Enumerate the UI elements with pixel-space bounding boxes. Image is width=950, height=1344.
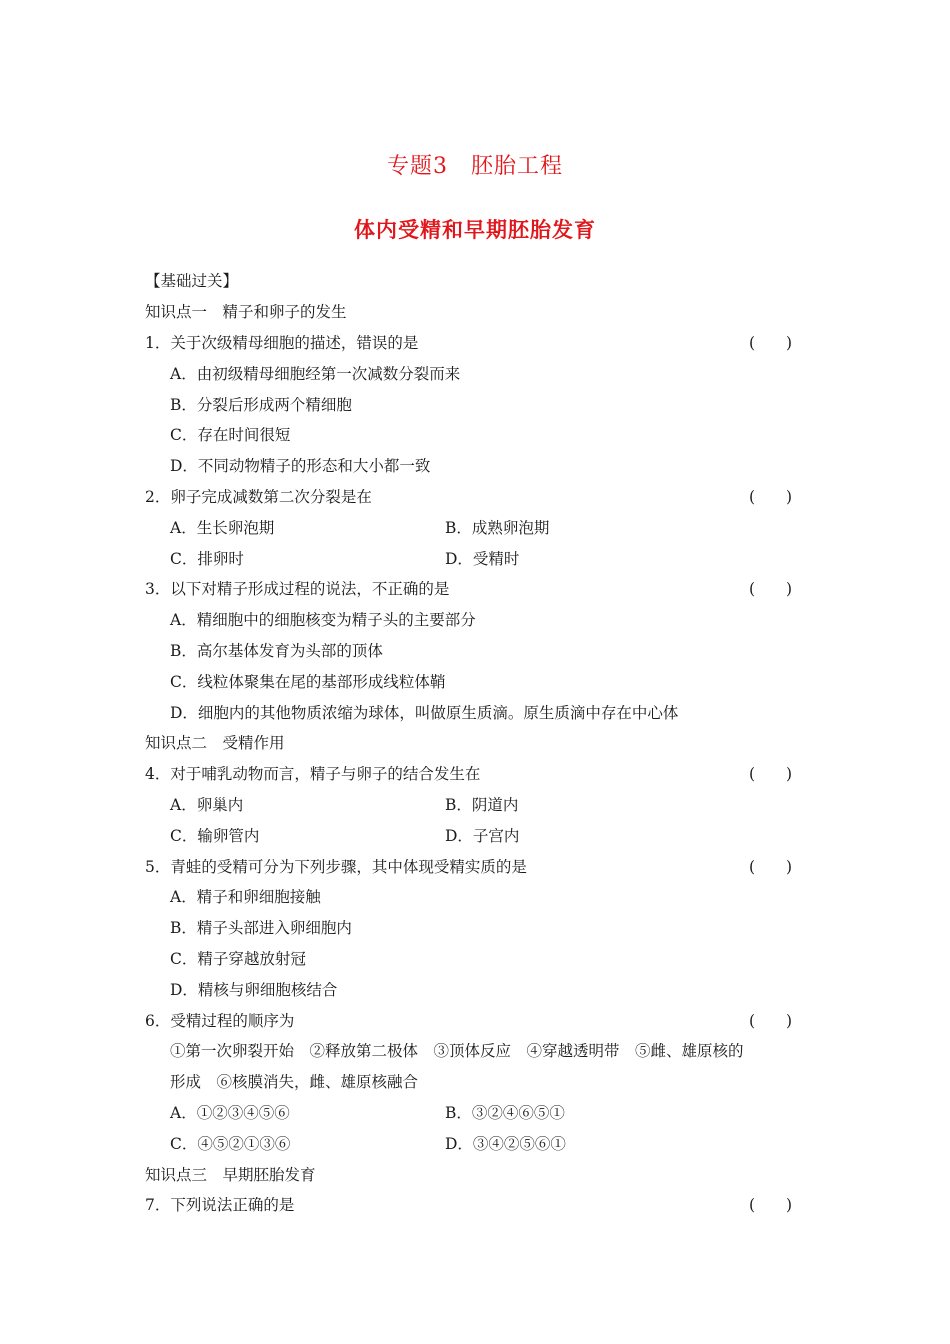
question-1-stem: 1．关于次级精母细胞的描述，错误的是: [145, 334, 419, 352]
knowledge-point-1: 知识点一 精子和卵子的发生: [145, 303, 347, 321]
question-4-stem: 4．对于哺乳动物而言，精子与卵子的结合发生在: [145, 765, 481, 783]
q1-option-b: B．分裂后形成两个精细胞: [170, 396, 352, 414]
question-5-stem: 5．青蛙的受精可分为下列步骤，其中体现受精实质的是: [145, 858, 527, 876]
q4-option-b: B．阴道内: [445, 796, 519, 814]
q1-option-a: A．由初级精母细胞经第一次减数分裂而来: [170, 365, 461, 383]
q4-option-c: C．输卵管内: [170, 827, 260, 845]
q2-option-a: A．生长卵泡期: [170, 519, 275, 537]
answer-bracket-3: ( ): [749, 580, 793, 598]
answer-bracket-5: ( ): [749, 858, 793, 876]
knowledge-point-3: 知识点三 早期胚胎发育: [145, 1166, 316, 1184]
answer-bracket-7: ( ): [749, 1196, 793, 1214]
q3-option-c: C．线粒体聚集在尾的基部形成线粒体鞘: [170, 673, 446, 691]
answer-bracket-1: ( ): [749, 334, 793, 352]
q2-option-d: D．受精时: [445, 550, 520, 568]
q4-option-a: A．卵巢内: [170, 796, 244, 814]
answer-bracket-2: ( ): [749, 488, 793, 506]
q6-description-line-2: 形成 ⑥核膜消失，雌、雄原核融合: [170, 1073, 419, 1091]
q5-option-b: B．精子头部进入卵细胞内: [170, 919, 352, 937]
q6-description-line-1: ①第一次卵裂开始 ②释放第二极体 ③顶体反应 ④穿越透明带 ⑤雌、雄原核的: [170, 1042, 744, 1060]
question-6-stem: 6．受精过程的顺序为: [145, 1012, 295, 1030]
question-3-stem: 3．以下对精子形成过程的说法，不正确的是: [145, 580, 450, 598]
topic-title: 专题3 胚胎工程: [387, 154, 563, 179]
question-2-stem: 2．卵子完成减数第二次分裂是在: [145, 488, 372, 506]
q5-option-d: D．精核与卵细胞核结合: [170, 981, 338, 999]
q5-option-a: A．精子和卵细胞接触: [170, 888, 321, 906]
q4-option-d: D．子宫内: [445, 827, 520, 845]
knowledge-point-2: 知识点二 受精作用: [145, 734, 285, 752]
q3-option-b: B．高尔基体发育为头部的顶体: [170, 642, 383, 660]
q3-option-a: A．精细胞中的细胞核变为精子头的主要部分: [170, 611, 476, 629]
q1-option-d: D．不同动物精子的形态和大小都一致: [170, 457, 431, 475]
section-label: 【基础过关】: [145, 272, 239, 290]
q3-option-d: D．细胞内的其他物质浓缩为球体，叫做原生质滴。原生质滴中存在中心体: [170, 704, 679, 722]
q1-option-c: C．存在时间很短: [170, 426, 291, 444]
q2-option-b: B．成熟卵泡期: [445, 519, 550, 537]
q6-option-d: D．③④②⑤⑥①: [445, 1135, 566, 1153]
q6-option-a: A．①②③④⑤⑥: [170, 1104, 290, 1122]
q6-option-c: C．④⑤②①③⑥: [170, 1135, 291, 1153]
question-7-stem: 7．下列说法正确的是: [145, 1196, 295, 1214]
answer-bracket-4: ( ): [749, 765, 793, 783]
q2-option-c: C．排卵时: [170, 550, 244, 568]
q6-option-b: B．③②④⑥⑤①: [445, 1104, 565, 1122]
q5-option-c: C．精子穿越放射冠: [170, 950, 306, 968]
answer-bracket-6: ( ): [749, 1012, 793, 1030]
lesson-title: 体内受精和早期胚胎发育: [354, 217, 596, 242]
